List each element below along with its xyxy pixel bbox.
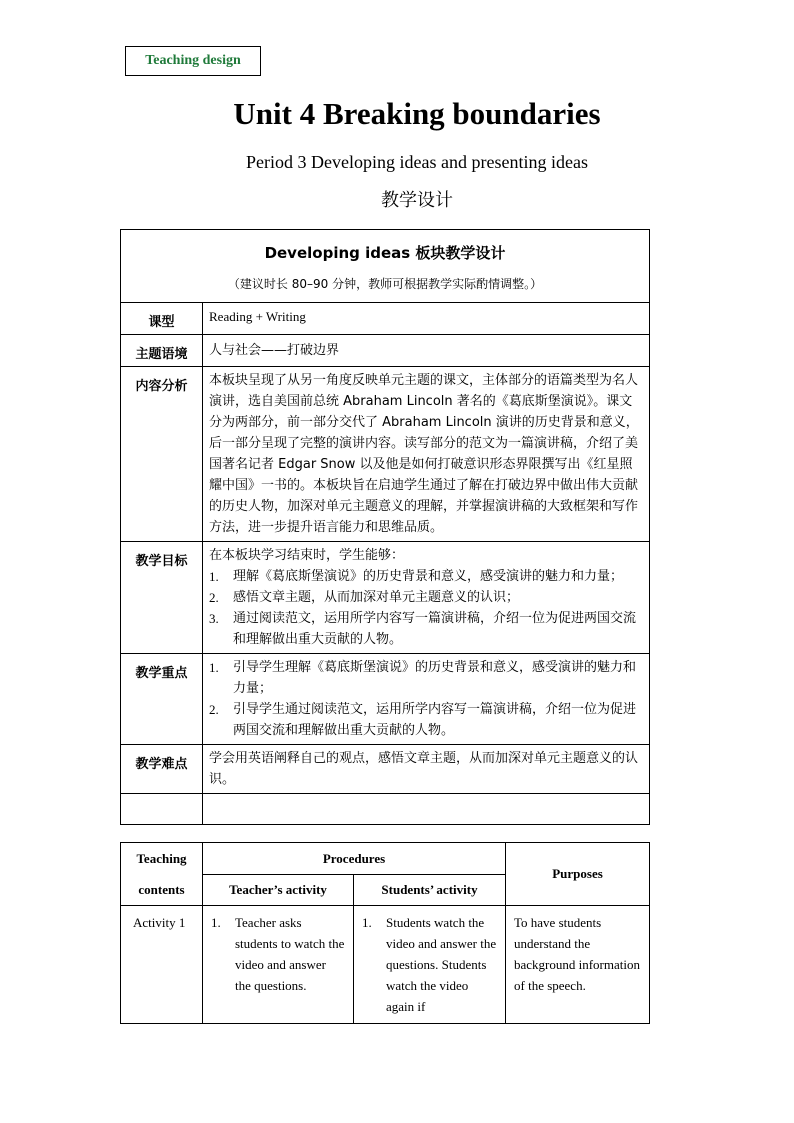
purpose-cell: To have students understand the background information of the speech.: [506, 906, 650, 1024]
col-header-teaching-contents: Teaching contents: [121, 843, 203, 906]
students-activity-cell: 1. Students watch the video and answer the questions. Students watch the video again if: [354, 906, 506, 1024]
row-label-key-points: 教学重点: [121, 654, 203, 745]
design-table-title: Developing ideas 板块教学设计: [264, 244, 506, 262]
activity-label: Activity 1: [121, 906, 203, 1024]
key-points-list: [209, 657, 644, 741]
empty-cell: [121, 794, 203, 825]
col-header-students-activity: Students’ activity: [354, 875, 506, 906]
design-table: [120, 229, 650, 825]
row-label-objectives: 教学目标: [121, 542, 203, 654]
row-label-theme: 主题语境: [121, 335, 203, 367]
period-subtitle: Period 3 Developing ideas and presenting ideas: [246, 152, 588, 172]
objectives-list: [209, 566, 644, 650]
list-item: 1. 理解《葛底斯堡演说》的历史背景和意义，感受演讲的魅力和力量；: [209, 569, 624, 584]
teaching-design-badge: Teaching design: [125, 46, 261, 76]
list-item: 3. 通过阅读范文，运用所学内容写一篇演讲稿，介绍一位为促进两国交流和理解做出重大贡献的人物。: [209, 611, 637, 647]
row-value-course-type: Reading + Writing: [203, 303, 650, 335]
page-title: Unit 4 Breaking boundaries: [233, 96, 601, 131]
row-label-course-type: 课型: [121, 303, 203, 335]
design-table-header: [121, 230, 650, 303]
table-row: [121, 906, 650, 1024]
procedure-table: [120, 842, 650, 1024]
col-header-teacher-activity: Teacher’s activity: [203, 875, 354, 906]
row-value-key-points: [203, 654, 650, 745]
col-header-purposes: Purposes: [506, 843, 650, 906]
row-value-content-analysis: 本板块呈现了从另一角度反映单元主题的课文，主体部分的语篇类型为名人演讲，选自美国前总统 Abraham Lincoln 著名的《葛底斯堡演说》。课文分为两部分，前一部分交代了 Abraham Lincoln 演讲的历史背景和意义，后一部分呈现了完整的演讲内容。读写部分的范文为一篇演讲稿，介绍了美国著名记者 Edgar Snow 以及他是如何打破意识形态界限撰写出《红星照耀中国》一书的。本板块旨在启迪学生通过了解在打破边界中做出伟大贡献的历史人物，加深对单元主题意义的理解，并掌握演讲稿的大致框架和写作方法，进一步提升语言能力和思维品质。: [203, 367, 650, 542]
teacher-activity-cell: 1. Teacher asks students to watch the video and answer the questions.: [203, 906, 354, 1024]
list-item: 2. 感悟文章主题，从而加深对单元主题意义的认识；: [209, 590, 520, 605]
list-item: 2. 引导学生通过阅读范文，运用所学内容写一篇演讲稿，介绍一位为促进两国交流和理解做出重大贡献的人物。: [209, 702, 637, 738]
row-value-objectives: [203, 542, 650, 654]
list-item: 1. 引导学生理解《葛底斯堡演说》的历史背景和意义，感受演讲的魅力和力量；: [209, 660, 637, 696]
row-value-difficulties: 学会用英语阐释自己的观点，感悟文章主题，从而加深对单元主题意义的认识。: [203, 745, 650, 794]
design-table-note: （建议时长 80–90 分钟，教师可根据教学实际酌情调整。）: [227, 277, 543, 291]
empty-cell: [203, 794, 650, 825]
row-label-content-analysis: 内容分析: [121, 367, 203, 542]
chinese-subtitle: 教学设计: [381, 190, 453, 211]
row-value-theme: 人与社会——打破边界: [203, 335, 650, 367]
col-header-procedures: Procedures: [203, 843, 506, 875]
row-label-difficulties: 教学难点: [121, 745, 203, 794]
objectives-intro: 在本板块学习结束时，学生能够：: [209, 548, 405, 563]
